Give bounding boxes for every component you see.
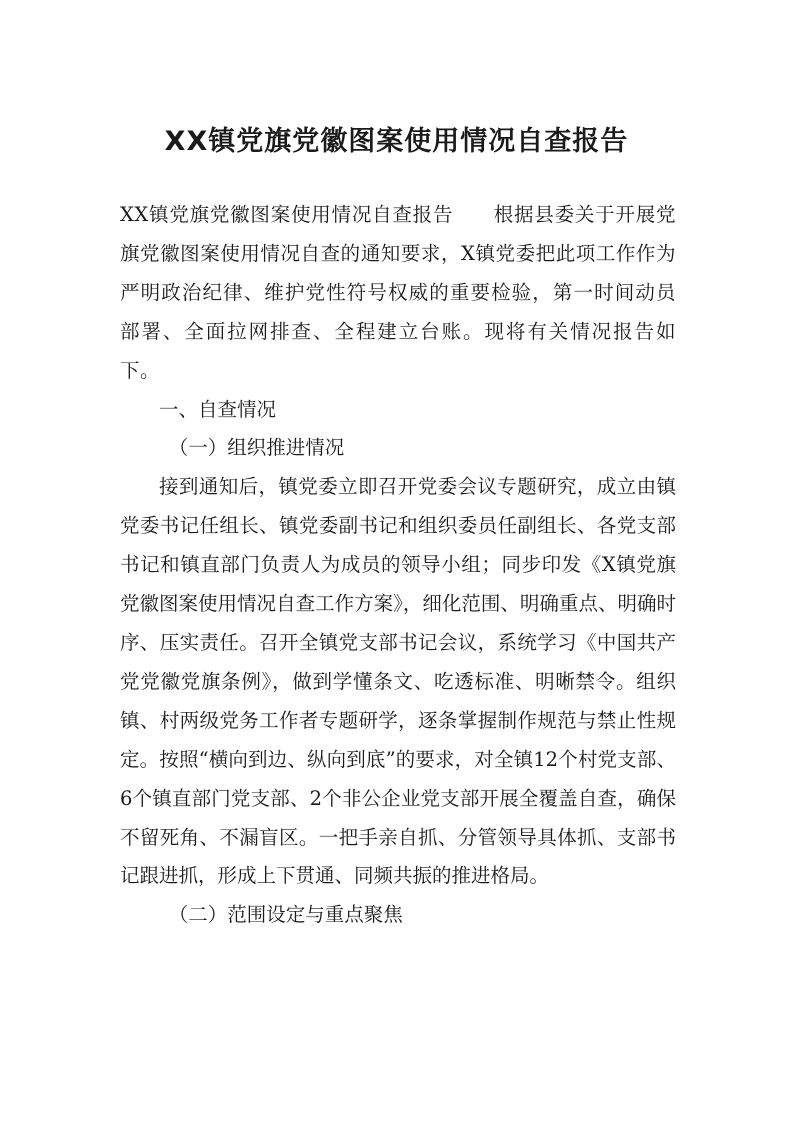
section-heading-1: 一、自查情况 bbox=[159, 397, 277, 421]
subsection-heading-1: （一）组织推进情况 bbox=[168, 436, 345, 460]
document-title: XX镇党旗党徽图案使用情况自查报告 bbox=[164, 126, 629, 157]
intro-paragraph: XX镇党旗党徽图案使用情况自查报告 根据县委关于开展党旗党徽图案使用情况自查的通知要求，X镇党委把此项工作作为严明政治纪律、维护党性符号权威的重要检验，第一时间动员部署、全面拉网排查、全程建立台账。现将有关情况报告如下。 bbox=[120, 203, 676, 382]
document-body bbox=[120, 196, 676, 935]
body-paragraph-1: 接到通知后，镇党委立即召开党委会议专题研究，成立由镇党委书记任组长、镇党委副书记和组织委员任副组长、各党支部书记和镇直部门负责人为成员的领导小组；同步印发《X镇党旗党徽图案使用情况自查工作方案》，细化范围、明确重点、明确时序、压实责任。召开全镇党支部书记会议，系统学习《中国共产党党徽党旗条例》，做到学懂条文、吃透标准、明晰禁令。组织镇、村两级党务工作者专题研学，逐条掌握制作规范与禁止性规定。按照“横向到边、纵向到底”的要求，对全镇12个村党支部、6个镇直部门党支部、2个非公企业党支部开展全覆盖自查，确保不留死角、不漏盲区。一把手亲自抓、分管领导具体抓、支部书记跟进抓，形成上下贯通、同频共振的推进格局。 bbox=[120, 475, 676, 888]
subsection-heading-2: （二）范围设定与重点聚焦 bbox=[168, 903, 403, 927]
